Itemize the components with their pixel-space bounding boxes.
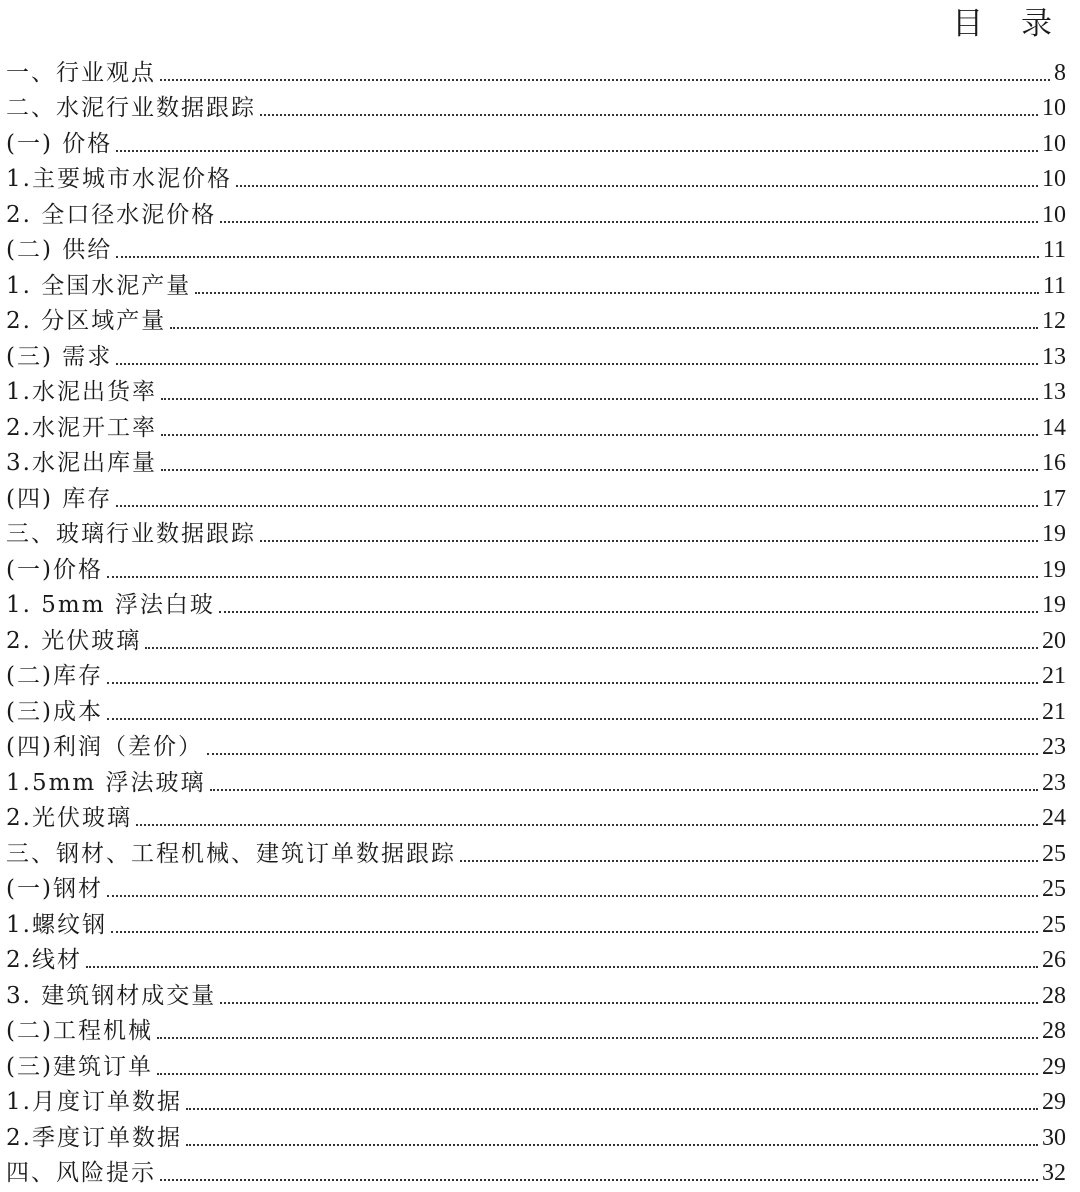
toc-entry-page-number[interactable]: 10 <box>1042 166 1066 192</box>
toc-entry-page-number[interactable]: 13 <box>1042 379 1066 405</box>
dot-leader <box>260 114 1038 116</box>
toc-entry-page-number[interactable]: 12 <box>1042 308 1066 334</box>
dot-leader <box>260 540 1038 542</box>
toc-entry-page-number[interactable]: 25 <box>1042 840 1066 867</box>
toc-entry[interactable] <box>6 263 1066 299</box>
toc-entry-label[interactable]: (一)价格 <box>6 556 103 583</box>
dot-leader <box>170 327 1038 329</box>
dot-leader <box>160 1179 1038 1181</box>
dot-leader <box>157 1073 1038 1075</box>
toc-entry-page-number[interactable]: 30 <box>1042 1124 1066 1151</box>
toc-entry[interactable] <box>6 831 1066 867</box>
toc-entry[interactable] <box>6 760 1066 796</box>
toc-entry-label[interactable]: (三)成本 <box>6 698 103 725</box>
toc-entry-label[interactable]: 2. 分区域产量 <box>6 308 167 334</box>
toc-entry[interactable] <box>6 299 1066 335</box>
dot-leader <box>236 185 1038 187</box>
dot-leader <box>107 682 1038 684</box>
toc-entry-label[interactable]: 二、水泥行业数据跟踪 <box>6 95 256 121</box>
toc-entry-page-number[interactable]: 20 <box>1042 627 1066 654</box>
toc-entry-page-number[interactable]: 19 <box>1042 592 1066 618</box>
toc-entry-label[interactable]: 3.水泥出库量 <box>6 450 157 476</box>
dot-leader <box>157 1037 1038 1039</box>
toc-entry[interactable] <box>6 370 1066 406</box>
toc-entry-label[interactable]: 1.5mm 浮法玻璃 <box>6 769 206 796</box>
dot-leader <box>86 966 1038 968</box>
toc-entry[interactable] <box>6 1044 1066 1080</box>
toc-entry-page-number[interactable]: 26 <box>1042 947 1066 973</box>
dot-leader <box>186 1108 1038 1110</box>
toc-entry-label[interactable]: 2. 全口径水泥价格 <box>6 201 217 228</box>
toc-entry-label[interactable]: (一)钢材 <box>6 876 103 902</box>
dot-leader <box>136 824 1038 826</box>
dot-leader <box>160 79 1050 81</box>
toc-entry[interactable] <box>6 902 1066 938</box>
toc-entry-page-number[interactable]: 23 <box>1042 769 1066 796</box>
toc-entry[interactable] <box>6 583 1066 619</box>
dot-leader <box>460 860 1038 862</box>
toc-entry-label[interactable]: 1.水泥出货率 <box>6 379 157 405</box>
dot-leader <box>107 576 1038 578</box>
toc-entry[interactable] <box>6 938 1066 974</box>
toc-entry-page-number[interactable]: 17 <box>1042 485 1066 512</box>
toc-entry-page-number[interactable]: 25 <box>1042 876 1066 902</box>
toc-entry-page-number[interactable]: 10 <box>1042 130 1066 157</box>
toc-entry[interactable] <box>6 867 1066 903</box>
toc-entry-page-number[interactable]: 11 <box>1042 272 1066 299</box>
dot-leader <box>111 931 1038 933</box>
dot-leader <box>186 1144 1038 1146</box>
toc-entry-label[interactable]: 1. 全国水泥产量 <box>6 272 192 299</box>
toc-entry-label[interactable]: 三、玻璃行业数据跟踪 <box>6 521 256 547</box>
toc-entry[interactable] <box>6 973 1066 1009</box>
dot-leader <box>161 434 1038 436</box>
toc-entry[interactable] <box>6 547 1066 583</box>
toc-entry-page-number[interactable]: 14 <box>1042 414 1066 441</box>
toc-entry-page-number[interactable]: 28 <box>1042 1018 1066 1044</box>
toc-entry-page-number[interactable]: 28 <box>1042 982 1066 1009</box>
toc-entry[interactable] <box>6 654 1066 690</box>
dot-leader <box>220 1002 1038 1004</box>
toc-entry-page-number[interactable]: 10 <box>1042 201 1066 228</box>
toc-entry-label[interactable]: 1.主要城市水泥价格 <box>6 166 232 192</box>
toc-entry[interactable] <box>6 512 1066 548</box>
toc-entry[interactable] <box>6 1009 1066 1045</box>
toc-entry-label[interactable]: 2.季度订单数据 <box>6 1124 182 1151</box>
toc-entry-label[interactable]: (四)利润（差价） <box>6 734 203 760</box>
toc-entry[interactable] <box>6 725 1066 761</box>
toc-entry[interactable] <box>6 441 1066 477</box>
toc-entry-page-number[interactable]: 16 <box>1042 450 1066 476</box>
toc-entry-label[interactable]: 1.月度订单数据 <box>6 1089 182 1115</box>
toc-entry[interactable] <box>6 1115 1066 1151</box>
toc-entry-label[interactable]: (二) 供给 <box>6 237 113 263</box>
toc-entry-label[interactable]: 三、钢材、工程机械、建筑订单数据跟踪 <box>6 840 456 867</box>
toc-entry-label[interactable]: (三) 需求 <box>6 343 113 370</box>
toc-entry-label[interactable]: 1.螺纹钢 <box>6 911 107 938</box>
toc-entry[interactable] <box>6 228 1066 264</box>
toc-entry[interactable] <box>6 192 1066 228</box>
toc-entry[interactable] <box>6 796 1066 832</box>
toc-entry[interactable] <box>6 1080 1066 1116</box>
toc-list <box>6 50 1066 1186</box>
dot-leader <box>161 469 1038 471</box>
toc-entry-label[interactable]: 3. 建筑钢材成交量 <box>6 982 217 1009</box>
dot-leader <box>210 789 1038 791</box>
toc-entry-label[interactable]: (四) 库存 <box>6 485 113 512</box>
toc-entry-page-number[interactable]: 29 <box>1042 1089 1066 1115</box>
toc-entry-label[interactable]: 2.光伏玻璃 <box>6 805 132 831</box>
toc-entry[interactable] <box>6 157 1066 193</box>
toc-title: 目 录 <box>952 6 1066 42</box>
dot-leader <box>107 895 1038 897</box>
toc-entry[interactable] <box>6 689 1066 725</box>
toc-entry-label[interactable]: 1. 5mm 浮法白玻 <box>6 592 215 618</box>
toc-entry-page-number[interactable]: 25 <box>1042 911 1066 938</box>
toc-entry[interactable] <box>6 476 1066 512</box>
toc-entry-label[interactable]: 2.线材 <box>6 947 82 973</box>
dot-leader <box>161 398 1038 400</box>
toc-entry[interactable] <box>6 618 1066 654</box>
toc-entry-page-number[interactable]: 21 <box>1042 663 1066 689</box>
toc-entry-page-number[interactable]: 24 <box>1042 805 1066 831</box>
toc-entry-page-number[interactable]: 8 <box>1054 59 1066 86</box>
toc-entry-page-number[interactable]: 10 <box>1042 95 1066 121</box>
toc-entry-page-number[interactable]: 13 <box>1042 343 1066 370</box>
dot-leader <box>116 150 1038 152</box>
toc-entry-label[interactable]: 2. 光伏玻璃 <box>6 627 142 654</box>
toc-entry-page-number[interactable]: 32 <box>1042 1160 1066 1186</box>
toc-entry[interactable] <box>6 50 1066 86</box>
toc-entry[interactable] <box>6 334 1066 370</box>
dot-leader <box>116 505 1038 507</box>
toc-entry-label[interactable]: (一) 价格 <box>6 130 113 157</box>
toc-entry[interactable] <box>6 86 1066 122</box>
dot-leader <box>220 221 1038 223</box>
toc-entry-page-number[interactable]: 19 <box>1042 521 1066 547</box>
toc-entry[interactable] <box>6 121 1066 157</box>
dot-leader <box>219 611 1038 613</box>
toc-entry-label[interactable]: 一、行业观点 <box>6 59 156 86</box>
toc-entry-page-number[interactable]: 11 <box>1042 237 1066 263</box>
toc-entry[interactable] <box>6 405 1066 441</box>
toc-entry-page-number[interactable]: 19 <box>1042 556 1066 583</box>
dot-leader <box>107 718 1038 720</box>
toc-entry-label[interactable]: 四、风险提示 <box>6 1160 156 1186</box>
dot-leader <box>145 647 1038 649</box>
toc-entry-label[interactable]: (二)库存 <box>6 663 103 689</box>
toc-entry-page-number[interactable]: 29 <box>1042 1053 1066 1080</box>
toc-entry[interactable] <box>6 1151 1066 1187</box>
dot-leader <box>116 256 1039 258</box>
toc-entry-label[interactable]: 2.水泥开工率 <box>6 414 157 441</box>
dot-leader <box>207 753 1038 755</box>
toc-entry-label[interactable]: (二)工程机械 <box>6 1018 153 1044</box>
dot-leader <box>116 363 1038 365</box>
toc-entry-page-number[interactable]: 23 <box>1042 734 1066 760</box>
dot-leader <box>195 292 1039 294</box>
toc-entry-label[interactable]: (三)建筑订单 <box>6 1053 153 1080</box>
toc-entry-page-number[interactable]: 21 <box>1042 698 1066 725</box>
